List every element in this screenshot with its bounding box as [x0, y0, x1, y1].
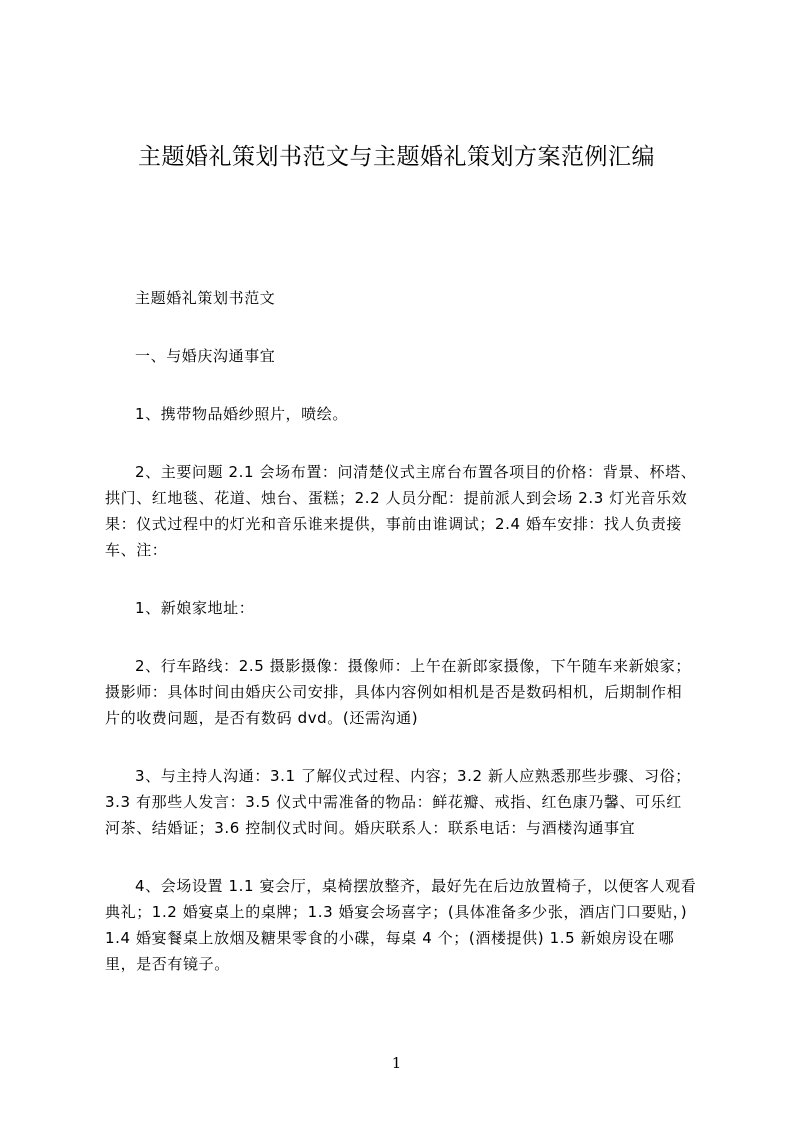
- paragraph: 3、与主持人沟通：3.1 了解仪式过程、内容；3.2 新人应熟悉那些步骤、习俗；3.3 有那些人发言：3.5 仪式中需准备的物品：鲜花瓣、戒指、红色康乃馨、可乐红河茶、结婚证；3.6 控制仪式时间。婚庆联系人：联系电话：与酒楼沟通事宜: [105, 767, 691, 837]
- paragraph: 1、新娘家地址：: [135, 599, 255, 617]
- subsection-heading: 一、与婚庆沟通事宜: [135, 347, 276, 365]
- document-title: 主题婚礼策划书范文与主题婚礼策划方案范例汇编: [138, 144, 655, 170]
- section-heading: 主题婚礼策划书范文: [135, 289, 276, 307]
- document-body: [105, 285, 697, 977]
- paragraph: 2、主要问题 2.1 会场布置：问清楚仪式主席台布置各项目的价格：背景、杯塔、拱门、红地毯、花道、烛台、蛋糕；2.2 人员分配：提前派人到会场 2.3 灯光音乐效果：仪式过程中的灯光和音乐谁来提供，事前由谁调试；2.4 婚车安排：找人负责接车、注：: [105, 463, 697, 559]
- paragraph: 1、携带物品婚纱照片，喷绘。: [135, 405, 348, 423]
- paragraph: 4、会场设置 1.1 宴会厅，桌椅摆放整齐，最好先在后边放置椅子，以便客人观看典礼；1.2 婚宴桌上的桌牌；1.3 婚宴会场喜字；(具体准备多少张，酒店门口要贴，) 1.4 婚宴餐桌上放烟及糖果零食的小碟，每桌 4 个；(酒楼提供) 1.5 新娘房设在哪里，是否有镜子。: [105, 877, 697, 973]
- paragraph: 2、行车路线：2.5 摄影摄像：摄像师：上午在新郎家摄像，下午随车来新娘家；摄影师：具体时间由婚庆公司安排，具体内容例如相机是否是数码相机，后期制作相片的收费问题，是否有数码 dvd。(还需沟通): [105, 657, 691, 727]
- page-number: 1: [391, 1054, 402, 1072]
